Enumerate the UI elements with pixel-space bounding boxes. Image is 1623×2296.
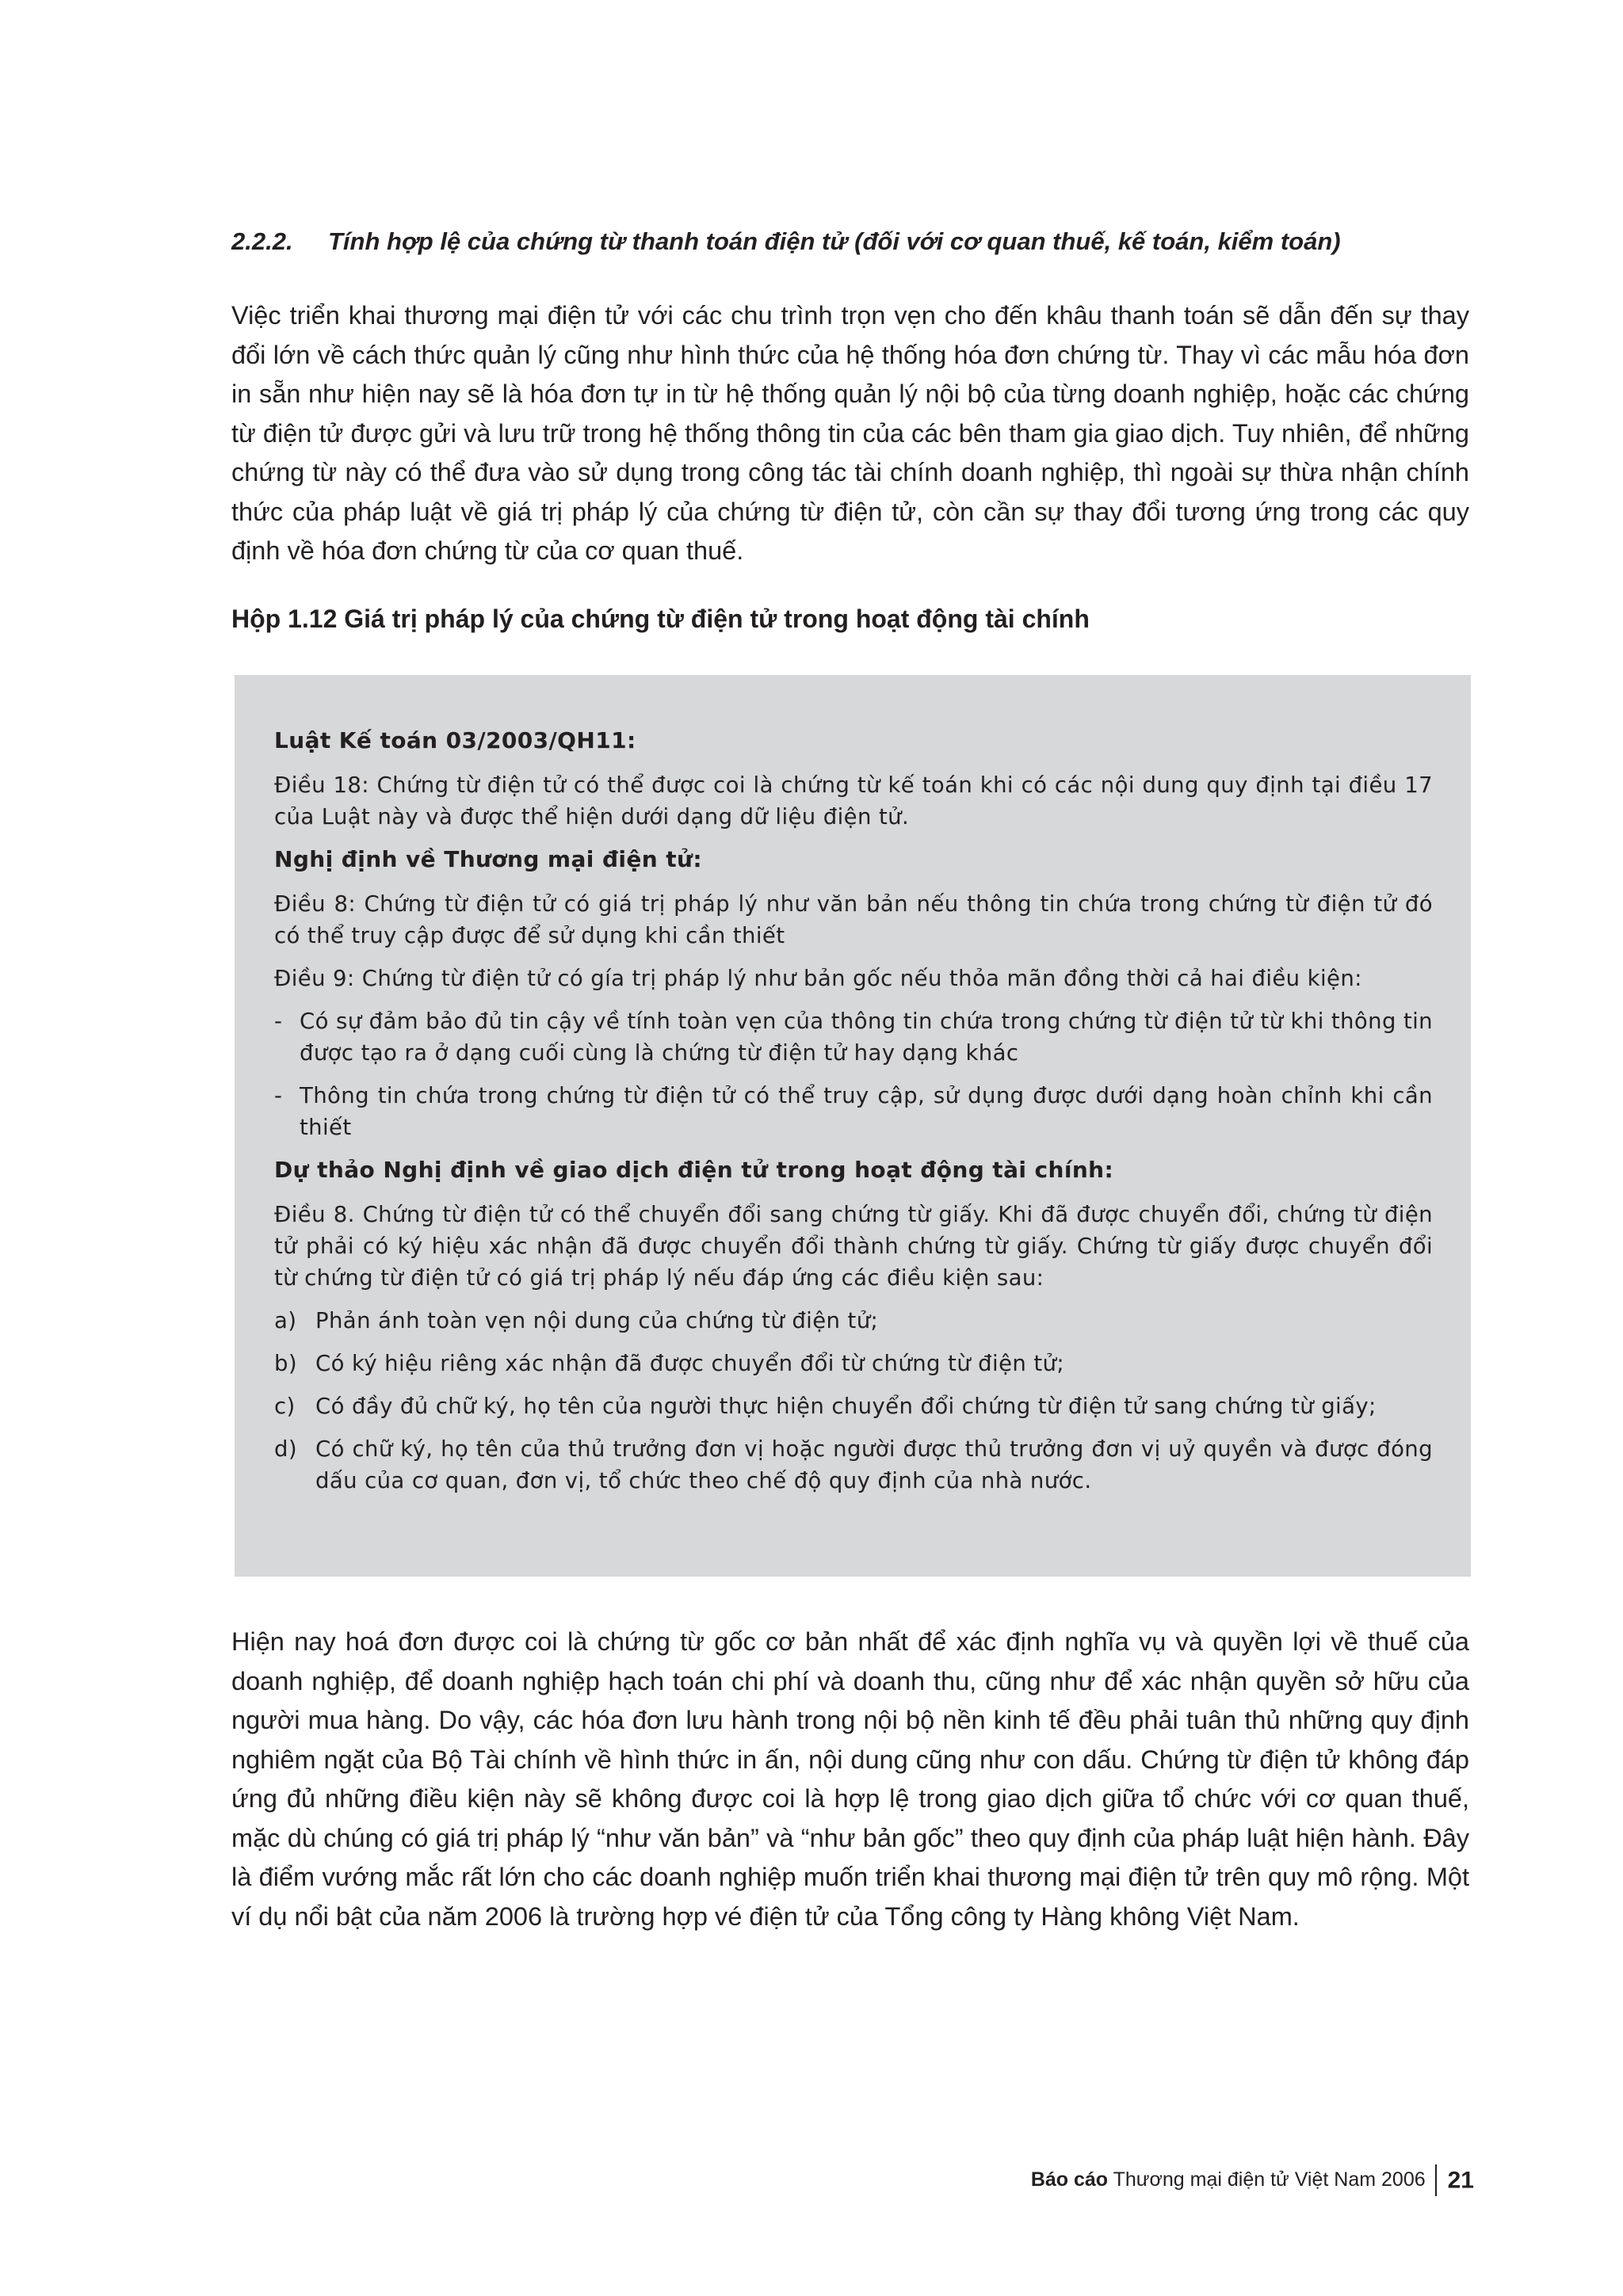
- list-item: c) Có đầy đủ chữ ký, họ tên của người thực hiện chuyển đổi chứng từ điện tử sang chứng từ giấy;: [274, 1390, 1433, 1422]
- footer-report-label: Báo cáo: [1030, 2168, 1109, 2191]
- dash-marker: -: [274, 1083, 283, 1108]
- section-heading: [231, 225, 1420, 258]
- decree-article-9: Điều 9: Chứng từ điện tử có gía trị pháp lý như bản gốc nếu thỏa mãn đồng thời cả hai điều kiện:: [274, 966, 1362, 991]
- law-heading: Luật Kế toán 03/2003/QH11:: [274, 727, 636, 753]
- dash-marker: -: [274, 1009, 283, 1034]
- list-item: a) Phản ánh toàn vẹn nội dung của chứng từ điện tử;: [274, 1305, 1433, 1337]
- draft-article-8: Điều 8. Chứng từ điện tử có thể chuyển đổi sang chứng từ giấy. Khi đã được chuyển đổi, chứng từ điện tử phải có ký hiệu xác nhận đã được chuyển đổi thành chứng từ giấy. Chứng từ giấy được chuyển đổi từ chứng từ điện tử có giá trị pháp lý nếu đáp ứng các điều kiện sau:: [274, 1202, 1433, 1291]
- list-marker: a): [274, 1308, 297, 1333]
- list-marker: c): [274, 1394, 296, 1419]
- draft-heading: Dự thảo Nghị định về giao dịch điện tử trong hoạt động tài chính:: [274, 1157, 1114, 1183]
- list-marker: b): [274, 1351, 297, 1376]
- page-footer: [1030, 2161, 1474, 2198]
- list-item: d) Có chữ ký, họ tên của thủ trưởng đơn vị hoặc người được thủ trưởng đơn vị uỷ quyền và được đóng dấu của cơ quan, đơn vị, tổ chức theo chế độ quy định của nhà nước.: [274, 1433, 1433, 1497]
- section-number: 2.2.2.: [231, 227, 293, 255]
- page-number: 21: [1447, 2167, 1474, 2194]
- legal-info-box: [235, 675, 1471, 1577]
- list-item: - Thông tin chứa trong chứng từ điện tử có thể truy cập, sử dụng được dưới dạng hoàn chỉnh khi cần thiết: [274, 1080, 1433, 1143]
- body-paragraph-1: Việc triển khai thương mại điện tử với các chu trình trọn vẹn cho đến khâu thanh toán sẽ dẫn đến sự thay đổi lớn về cách thức quản lý cũng như hình thức của hệ thống hóa đơn chứng từ. Thay vì các mẫu hóa đơn in sẵn như hiện nay sẽ là hóa đơn tự in từ hệ thống quản lý nội bộ của từng doanh nghiệp, hoặc các chứng từ điện tử được gửi và lưu trữ trong hệ thống thông tin của các bên tham gia giao dịch. Tuy nhiên, để những chứng từ này có thể đưa vào sử dụng trong công tác tài chính doanh nghiệp, thì ngoài sự thừa nhận chính thức của pháp luật về giá trị pháp lý của chứng từ điện tử, còn cần sự thay đổi tương ứng trong các quy định về hóa đơn chứng từ của cơ quan thuế.: [231, 301, 1469, 565]
- decree-conditions-list: [274, 1005, 1433, 1143]
- box-title: Hộp 1.12 Giá trị pháp lý của chứng từ điện tử trong hoạt động tài chính: [231, 605, 1090, 633]
- list-item: - Có sự đảm bảo đủ tin cậy về tính toàn vẹn của thông tin chứa trong chứng từ điện tử từ khi thông tin được tạo ra ở dạng cuối cùng là chứng từ điện tử hay dạng khác: [274, 1005, 1433, 1069]
- section-title: Tính hợp lệ của chứng từ thanh toán điện tử (đối với cơ quan thuế, kế toán, kiểm toán): [328, 227, 1341, 255]
- decree-heading: Nghị định về Thương mại điện tử:: [274, 846, 702, 872]
- body-paragraph-2: Hiện nay hoá đơn được coi là chứng từ gốc cơ bản nhất để xác định nghĩa vụ và quyền lợi về thuế của doanh nghiệp, để doanh nghiệp hạch toán chi phí và doanh thu, cũng như để xác nhận quyền sở hữu của người mua hàng. Do vậy, các hóa đơn lưu hành trong nội bộ nền kinh tế đều phải tuân thủ những quy định nghiêm ngặt của Bộ Tài chính về hình thức in ấn, nội dung cũng như con dấu. Chứng từ điện tử không đáp ứng đủ những điều kiện này sẽ không được coi là hợp lệ trong giao dịch giữa tổ chức với cơ quan thuế, mặc dù chúng có giá trị pháp lý “như văn bản” và “như bản gốc” theo quy định của pháp luật hiện hành. Đây là điểm vướng mắc rất lớn cho các doanh nghiệp muốn triển khai thương mại điện tử trên quy mô rộng. Một ví dụ nổi bật của năm 2006 là trường hợp vé điện tử của Tổng công ty Hàng không Việt Nam.: [231, 1627, 1469, 1931]
- law-article-18: Điều 18: Chứng từ điện tử có thể được coi là chứng từ kế toán khi có các nội dung quy định tại điều 17 của Luật này và được thể hiện dưới dạng dữ liệu điện tử.: [274, 772, 1433, 830]
- decree-article-8: Điều 8: Chứng từ điện tử có giá trị pháp lý như văn bản nếu thông tin chứa trong chứng từ điện tử đó có thể truy cập được để sử dụng khi cần thiết: [274, 891, 1433, 948]
- footer-divider: [1435, 2164, 1437, 2196]
- list-marker: d): [274, 1436, 297, 1462]
- footer-report-title: Thương mại điện tử Việt Nam 2006: [1113, 2168, 1426, 2191]
- draft-conditions-list: [274, 1305, 1433, 1497]
- list-item: b) Có ký hiệu riêng xác nhận đã được chuyển đổi từ chứng từ điện tử;: [274, 1348, 1433, 1379]
